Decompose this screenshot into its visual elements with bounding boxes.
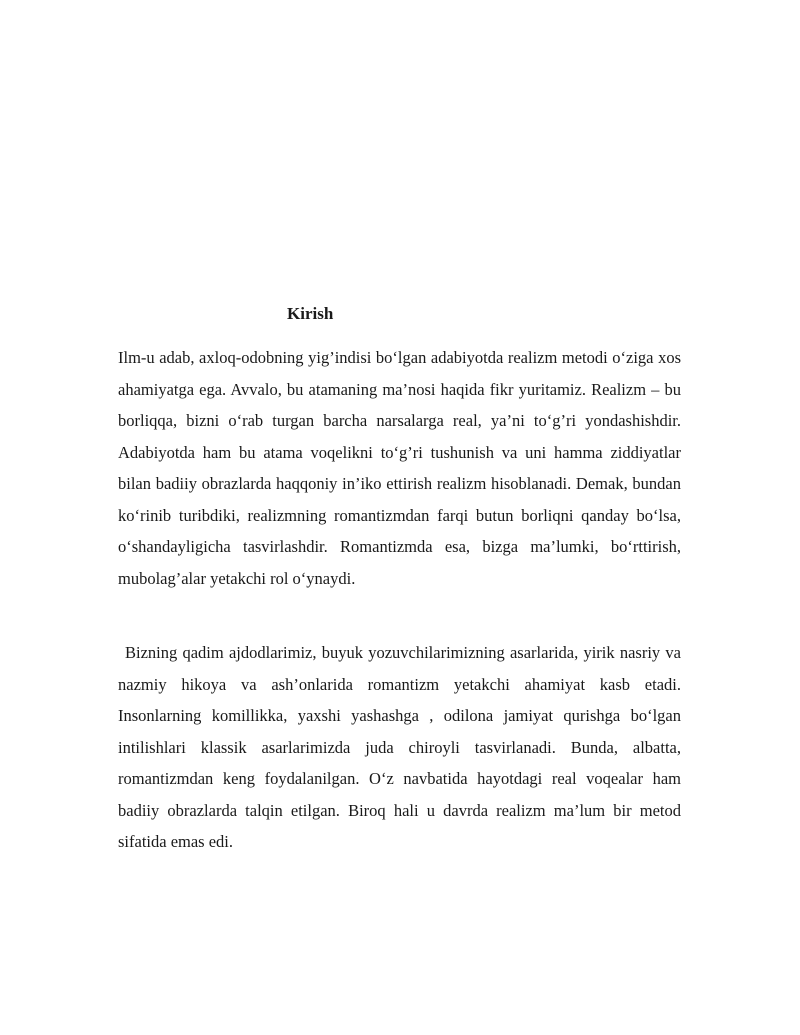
paragraph-1: Ilm-u adab, axloq-odobning yig’indisi bo‘lgan adabiyotda realizm metodi o‘ziga xos ahamiyatga ega. Avvalo, bu atamaning ma’nosi haqida fikr yuritamiz. Realizm – bu borliqqa, bizni o‘rab turgan barcha narsalarga real, ya’ni to‘g’ri yondashishdir. Adabiyotda ham bu atama voqelikni to‘g’ri tushunish va uni hamma ziddiyatlar bilan badiiy obrazlarda haqqoniy in’iko ettirish realizm hisoblanadi. Demak, bundan ko‘rinib turibdiki, realizmning romantizmdan farqi butun borliqni qanday bo‘lsa, o‘shandayligicha tasvirlashdir. Romantizmda esa, bizga ma’lumki, bo‘rttirish, mubolag’alar yetakchi rol o‘ynaydi.: [118, 348, 681, 588]
section-heading: Kirish: [287, 304, 334, 323]
paragraph-2: Bizning qadim ajdodlarimiz, buyuk yozuvchilarimizning asarlarida, yirik nasriy va nazmiy hikoya va ash’onlarida romantizm yetakchi ahamiyat kasb etadi. Insonlarning komillikka, yaxshi yashashga , odilona jamiyat qurishga bo‘lgan intilishlari klassik asarlarimizda juda chiroyli tasvirlanadi. Bunda, albatta, romantizmdan keng foydalanilgan. O‘z navbatida hayotdagi real voqealar ham badiiy obrazlarda talqin etilgan. Biroq hali u davrda realizm ma’lum bir metod sifatida emas edi.: [118, 643, 681, 851]
